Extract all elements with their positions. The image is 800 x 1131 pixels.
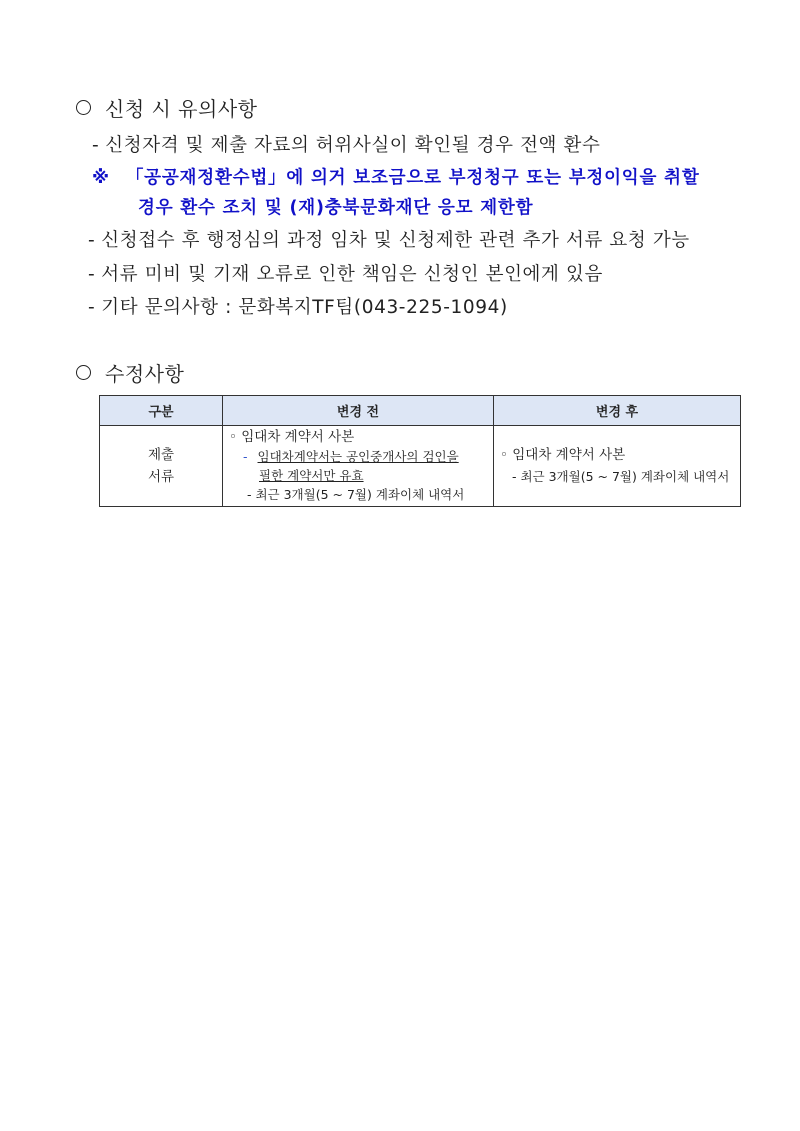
notice-note-line1: ※ 「공공재정환수법」에 의거 보조금으로 부정청구 또는 부정이익을 취할 [92, 168, 700, 188]
revision-table [99, 395, 741, 507]
header-category: 구분 [100, 396, 223, 426]
valid-contract-note: 임대차계약서는 공인중개사의 검인을 [257, 449, 459, 464]
table-header-row [100, 396, 741, 426]
table-row [100, 426, 741, 507]
circle-bullet-icon [76, 365, 91, 380]
before-cell: ◦ 임대차 계약서 사본 - 임대차계약서는 공인중개사의 검인을 필한 계약서만 유효 - 최근 3개월(5 ~ 7월) 계좌이체 내역서 [223, 426, 494, 507]
notice-item-refund: - 신청자격 및 제출 자료의 허위사실이 확인될 경우 전액 환수 [92, 135, 601, 156]
notice-heading: 신청 시 유의사항 [76, 93, 257, 122]
circle-bullet-icon [76, 100, 91, 115]
notice-note-line2: 경우 환수 조치 및 (재)충북문화재단 응모 제한함 [138, 198, 534, 218]
category-cell: 제출 서류 [100, 426, 223, 507]
header-before: 변경 전 [223, 396, 494, 426]
notice-item-responsibility: - 서류 미비 및 기재 오류로 인한 책임은 신청인 본인에게 있음 [88, 264, 603, 285]
notice-item-contact: - 기타 문의사항 : 문화복지TF팀(043-225-1094) [88, 297, 508, 318]
header-after: 변경 후 [494, 396, 741, 426]
revision-heading: 수정사항 [76, 358, 184, 387]
after-cell: ◦ 임대차 계약서 사본 - 최근 3개월(5 ~ 7월) 계좌이체 내역서 [494, 426, 741, 507]
notice-item-additional-docs: - 신청접수 후 행정심의 과정 임차 및 신청제한 관련 추가 서류 요청 가능 [88, 230, 690, 251]
